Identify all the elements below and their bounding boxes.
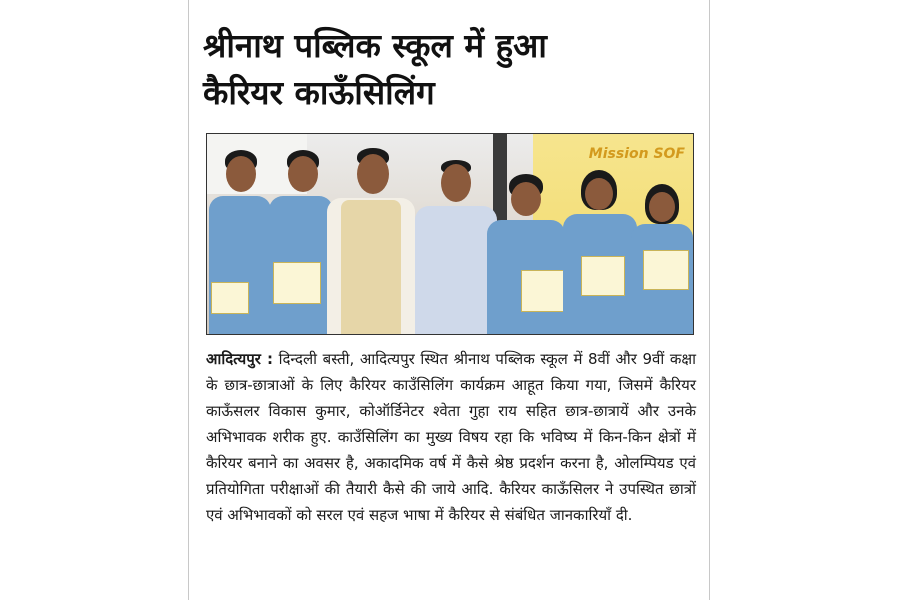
headline-line-1: श्रीनाथ पब्लिक स्कूल में हुआ bbox=[203, 26, 547, 65]
certificate bbox=[521, 270, 565, 312]
certificate bbox=[273, 262, 321, 304]
certificate bbox=[581, 256, 625, 296]
certificate bbox=[643, 250, 689, 290]
banner-text: Mission SOF bbox=[588, 146, 685, 162]
dateline: आदित्यपुर : bbox=[206, 350, 273, 368]
jacket bbox=[341, 200, 401, 334]
face bbox=[511, 182, 541, 216]
student-4 bbox=[563, 170, 637, 334]
face bbox=[288, 156, 318, 192]
face bbox=[357, 154, 389, 194]
face bbox=[441, 164, 471, 202]
headline bbox=[203, 22, 703, 116]
article-body bbox=[206, 346, 696, 528]
guest-2 bbox=[415, 144, 497, 334]
news-photo bbox=[206, 133, 694, 335]
student-1 bbox=[209, 144, 271, 334]
headline-line-2: कैरियर काऊँसिलिंग bbox=[203, 73, 435, 112]
guest-1 bbox=[327, 144, 415, 334]
student-3 bbox=[487, 174, 565, 334]
certificate bbox=[211, 282, 249, 314]
face bbox=[585, 178, 613, 210]
face bbox=[649, 192, 675, 222]
face bbox=[226, 156, 256, 192]
article-text: दिन्दली बस्ती, आदित्यपुर स्थित श्रीनाथ पब्लिक स्कूल में 8वीं और 9वीं कक्षा के छात्र-छात्राओं के लिए कैरियर काउँसिलिंग कार्यक्रम आहूत किया गया, जिसमें कैरियर काऊँसलर विकास कुमार, कोऑर्डिनेटर श्वेता गुहा राय सहित छात्र-छात्रायें और उनके अभिभावक शरीक हुए. काउँसिलिंग का मुख्य विषय रहा कि भविष्य में किन-किन क्षेत्रों में कैरियर बनाने का अवसर है, अकादमिक वर्ष में कैसे श्रेष्ठ प्रदर्शन करना है, ओलम्पियड एवं प्रतियोगिता परीक्षाओं की तैयारी कैसे की जाये आदि. कैरियर काऊँसिलर ने उपस्थित छात्रों एवं अभिभावकों को सरल एवं सहज भाषा में कैरियर से संबंधित जानकारियाँ दी. bbox=[206, 350, 696, 524]
student-2 bbox=[267, 144, 333, 334]
newspaper-clipping bbox=[188, 0, 710, 600]
student-5 bbox=[631, 184, 693, 334]
shirt bbox=[415, 206, 497, 334]
